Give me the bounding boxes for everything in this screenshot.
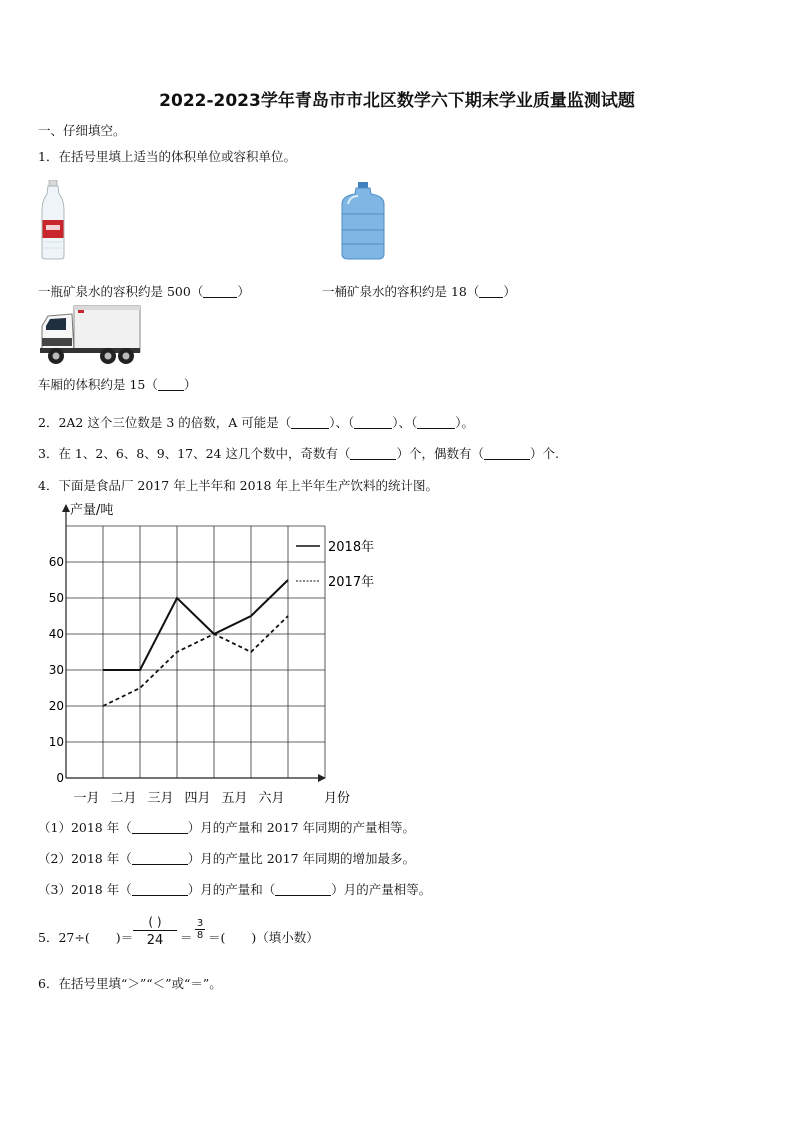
chart-grid <box>66 526 325 778</box>
truck-image <box>38 304 142 368</box>
denominator: 24 <box>146 933 164 948</box>
three-eighths <box>195 918 205 941</box>
answer-blank[interactable] <box>132 883 188 896</box>
water-jug-image <box>340 182 386 260</box>
legend-label: 2017年 <box>328 575 375 590</box>
y-axis-label: 产量/吨 <box>70 503 114 518</box>
x-tick-label: 六月 <box>258 791 285 806</box>
y-axis-arrow <box>62 504 70 512</box>
x-tick-label: 一月 <box>73 791 100 806</box>
x-tick-label: 三月 <box>147 791 174 806</box>
series-line-2017年 <box>103 616 288 706</box>
question-2: 2．2A2 这个三位数是 3 的倍数，A 可能是（ ）、（ ）、（ ）。 <box>38 415 475 430</box>
fraction-numerator: 3 <box>196 918 204 929</box>
y-tick-label: 10 <box>48 735 64 749</box>
question-5-prefix: 5．27÷( )＝ <box>38 930 134 945</box>
question-5-suffix: ＝( )（填小数） <box>208 930 319 945</box>
y-tick-label: 30 <box>48 663 64 677</box>
question-1-stem: 1．在括号里填上适当的体积单位或容积单位。 <box>38 149 296 164</box>
y-tick-label: 40 <box>48 627 64 641</box>
x-tick-label: 四月 <box>184 791 211 806</box>
answer-blank[interactable] <box>275 883 331 896</box>
series-line-2018年 <box>103 580 288 670</box>
answer-blank[interactable] <box>132 821 188 834</box>
x-tick-label: 五月 <box>221 791 248 806</box>
answer-blank[interactable] <box>291 416 329 429</box>
chart-axes <box>62 504 326 782</box>
q4-sub-1: （1）2018 年（ ）月的产量和 2017 年同期的产量相等。 <box>38 820 416 835</box>
answer-blank[interactable] <box>484 447 530 460</box>
section-heading: 一、仔细填空。 <box>38 123 126 138</box>
fraction-denominator: 8 <box>196 930 204 941</box>
legend-label: 2018年 <box>328 540 375 555</box>
y-tick-label: 20 <box>48 699 64 713</box>
fraction-blank <box>133 915 177 948</box>
answer-blank[interactable] <box>354 416 392 429</box>
fraction-bar <box>133 930 177 931</box>
answer-blank[interactable] <box>132 852 188 865</box>
y-tick-label: 60 <box>48 555 64 569</box>
x-tick-label: 二月 <box>110 791 137 806</box>
x-axis-label: 月份 <box>324 791 351 806</box>
question-3: 3．在 1、2、6、8、9、17、24 这几个数中，奇数有（ ）个，偶数有（ ）个. <box>38 446 559 461</box>
q4-sub-3: （3）2018 年（ ）月的产量和（ ）月的产量相等。 <box>38 882 432 897</box>
line-chart <box>40 498 400 810</box>
question-6-stem: 6．在括号里填“＞”“＜”或“＝”。 <box>38 976 222 991</box>
question-4-stem: 4．下面是食品厂 2017 年上半年和 2018 年上半年生产饮料的统计图。 <box>38 478 438 493</box>
y-tick-label: 50 <box>48 591 64 605</box>
q1-item-b: 一桶矿泉水的容积约是 18（ ） <box>322 284 516 299</box>
answer-blank[interactable] <box>350 447 396 460</box>
numerator-blank[interactable]: ( ) <box>148 915 162 929</box>
page-title: 2022-2023学年青岛市市北区数学六下期末学业质量监测试题 <box>159 91 635 111</box>
water-bottle-image <box>40 180 66 260</box>
answer-blank[interactable] <box>203 285 237 298</box>
answer-blank[interactable] <box>479 285 503 298</box>
q4-sub-2: （2）2018 年（ ）月的产量比 2017 年同期的增加最多。 <box>38 851 416 866</box>
answer-blank[interactable] <box>158 378 184 391</box>
q1-item-c: 车厢的体积约是 15（ ） <box>38 377 197 392</box>
answer-blank[interactable] <box>417 416 455 429</box>
y-tick-label: 0 <box>56 771 64 785</box>
equals-sign: ＝ <box>180 930 193 945</box>
q1-item-a: 一瓶矿泉水的容积约是 500（ ） <box>38 284 250 299</box>
